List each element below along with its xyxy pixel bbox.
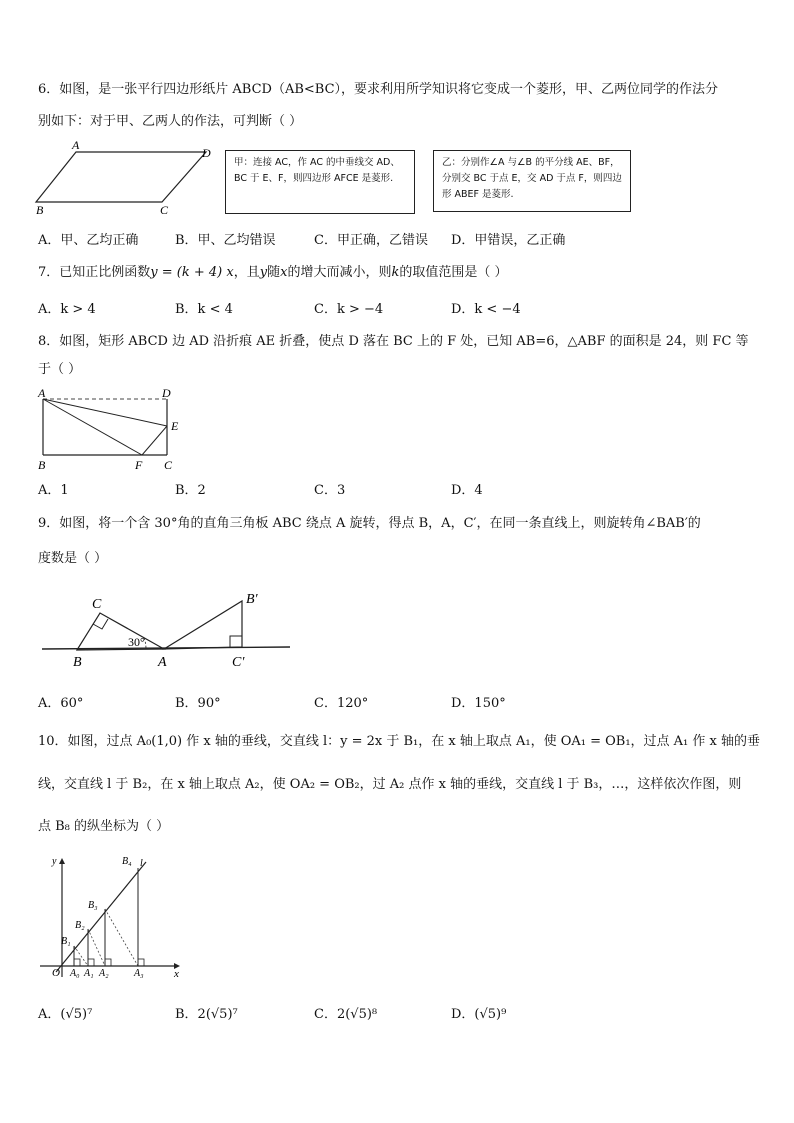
label-30-degrees: 30° [128,635,145,649]
label-a: A [72,140,80,152]
label-b3: B₃ [88,900,98,911]
label-b2: B₂ [75,920,85,931]
q7-text-a: 7．已知正比例函数 [38,265,151,280]
label-c: C [164,458,173,472]
parallelogram-abcd [36,152,206,202]
label-b: B [36,203,44,217]
label-a: A [158,655,167,670]
q7-option-d: D．k < −4 [451,302,521,317]
q6-yi-method-box: 乙：分别作∠A 与∠B 的平分线 AE、BF，分别交 BC 于点 E，交 AD 于点 F，则四边形 ABEF 是菱形. [433,150,631,212]
label-l: l [140,858,143,869]
label-c: C [92,597,102,612]
label-a2: A₂ [99,968,109,979]
q10-coordinate-figure [34,852,194,982]
label-b-prime: B′ [246,592,258,607]
label-a1: A₁ [84,968,94,979]
q7-option-b: B．k < 4 [175,302,233,317]
label-d: D [202,146,211,160]
q7-text-e: 的取值范围是（ ） [399,265,508,280]
line-l [56,862,146,972]
crease-ae [43,399,167,426]
q6-option-a: A．甲、乙均正确 [38,233,139,248]
q7-var-x: x [280,265,288,280]
label-f: F [135,458,143,472]
label-a3: A₃ [134,968,144,979]
q7-text-d: 的增大而减小，则 [287,265,392,280]
q7-text [38,263,507,283]
label-x: x [174,968,179,980]
q8-text-line1: 8．如图，矩形 ABCD 边 AD 沿折痕 AE 折叠，使点 D 落在 BC 上的 F 处，已知 AB=6，△ABF 的面积是 24，则 FC 等 [38,334,749,349]
q7-option-a: A．k > 4 [38,302,96,317]
q8-option-c: C．3 [314,483,346,498]
q10-option-c: C．2(√5)⁸ [314,1007,378,1022]
q6-text-line1: 6．如图，是一张平行四边形纸片 ABCD（AB<BC），要求利用所学知识将它变成一个菱形，甲、乙两位同学的作法分 [38,82,719,97]
q9-option-d: D．150° [451,696,506,711]
q9-triangle-figure [34,575,304,675]
segment-af [43,399,142,455]
q10-text-line3: 点 B₈ 的纵坐标为（ ） [38,819,170,834]
q6-option-b: B．甲、乙均错误 [175,233,276,248]
triangle-abc [77,613,164,650]
label-b: B [73,655,82,670]
q8-rectangle-figure [34,384,194,474]
q10-option-a: A．(√5)⁷ [38,1007,93,1022]
q9-option-b: B．90° [175,696,221,711]
q10-option-b: B．2(√5)⁷ [175,1007,238,1022]
q9-text-line2: 度数是（ ） [38,551,108,566]
q7-text-c: 随 [267,265,281,280]
q7-var-k: k [391,265,400,280]
label-b: B [38,458,46,472]
q9-option-a: A．60° [38,696,84,711]
q10-text-line2: 线，交直线 l 于 B₂，在 x 轴上取点 A₂，使 OA₂ = OB₂，过 A₂ 点作 x 轴的垂线，交直线 l 于 B₃，…，这样依次作图，则 [38,777,742,792]
label-a0: A₀ [70,968,80,979]
q6-option-d: D．甲错误，乙正确 [451,233,566,248]
q8-option-b: B．2 [175,483,206,498]
label-c-prime: C′ [232,655,245,670]
q8-option-d: D．4 [451,483,483,498]
q8-text-line2: 于（ ） [38,362,82,377]
label-y: y [52,856,57,867]
label-c: C [160,203,169,217]
q6-jia-method-box: 甲：连接 AC，作 AC 的中垂线交 AD、BC 于 E、F，则四边形 AFCE 是菱形. [225,150,415,214]
label-b4: B₄ [122,856,132,867]
q6-parallelogram-figure [34,140,224,220]
q8-option-a: A．1 [38,483,69,498]
q10-option-d: D．(√5)⁹ [451,1007,507,1022]
label-b1: B₁ [61,936,71,947]
label-o: O [52,967,60,979]
q7-text-b: ，且 [233,265,260,280]
segment-fe [142,426,167,455]
right-angle-mark-c-prime [230,636,242,647]
q7-var-y: y [259,265,268,280]
q9-option-c: C．120° [314,696,369,711]
q7-option-c: C．k > −4 [314,302,384,317]
label-a: A [38,386,46,400]
q6-option-c: C．甲正确，乙错误 [314,233,428,248]
q10-text-line1: 10．如图，过点 A₀(1,0) 作 x 轴的垂线，交直线 l：y = 2x 于 B₁，在 x 轴上取点 A₁，使 OA₁ = OB₁，过点 A₁ 作 x 轴的垂 [38,734,761,749]
label-e: E [171,419,179,433]
q9-text-line1: 9．如图，将一个含 30°角的直角三角板 ABC 绕点 A 旋转，得点 B，A，C′，在同一条直线上，则旋转角∠BAB′的 [38,516,701,531]
label-d: D [162,386,171,400]
q6-text-line2: 别如下：对于甲、乙两人的作法，可判断（ ） [38,114,303,129]
q7-formula: y = (k + 4) x [150,265,234,280]
